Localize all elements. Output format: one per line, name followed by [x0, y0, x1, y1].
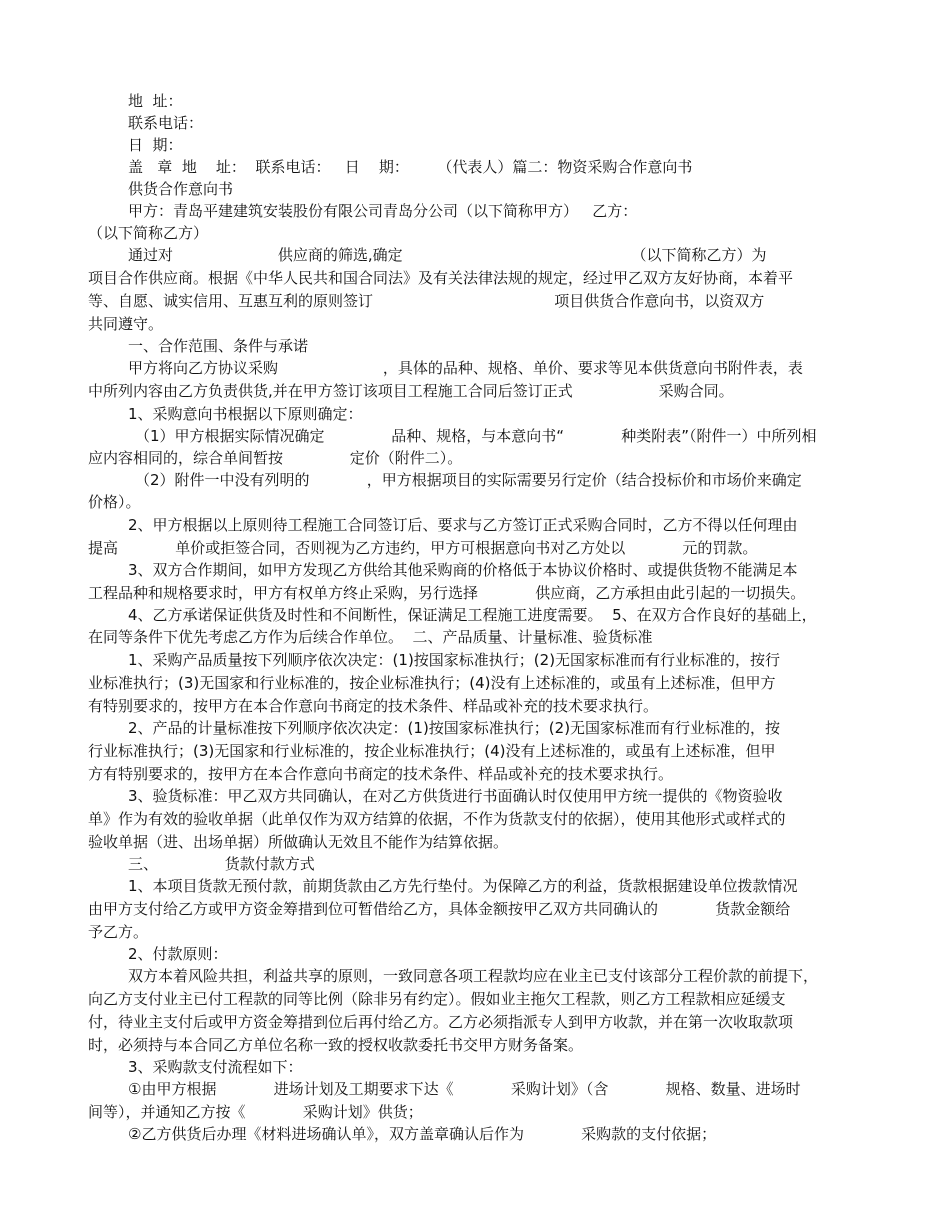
paragraph-line: 验收单据（进、出场单据）所做确认无效且不能作为结算依据。 [88, 833, 509, 851]
phone-line: 联系电话： [128, 114, 204, 132]
section-heading-1: 一、合作范围、条件与承诺 [128, 337, 309, 355]
paragraph-line: 甲方将向乙方协议采购 ，具体的品种、规格、单价、要求等见本供货意向书附件表，表 [128, 359, 803, 377]
paragraph-line: 价格）。 [88, 493, 141, 511]
paragraph-line: 行业标准执行；(3)无国家和行业标准的，按企业标准执行；(4)没有上述标准的，或虽有上述标准，但甲 [88, 742, 776, 760]
paragraph-line: ①由甲方根据 进场计划及工期要求下达《 采购计划》（含 规格、数量、进场时 [128, 1080, 801, 1098]
paragraph-line: 在同等条件下优先考虑乙方作为后续合作单位。 二、产品质量、计量标准、验货标准 [88, 628, 653, 646]
paragraph-line: 1、采购产品质量按下列顺序依次决定：(1)按国家标准执行；(2)无国家标准而有行业标准的，按行 [128, 651, 781, 669]
date-line: 日 期： [128, 136, 183, 154]
paragraph-line: 时，必须持与本合同乙方单位名称一致的授权收款委托书交甲方财务备案。 [88, 1036, 584, 1054]
paragraph-line: 有特别要求的，按甲方在本合作意向书商定的技术条件、样品或补充的技术要求执行。 [88, 697, 659, 715]
paragraph-line: 通过对 供应商的筛选,确定 （以下简称乙方）为 [128, 246, 767, 264]
paragraph-line: 提高 单价或拒签合同，否则视为乙方违约，甲方可根据意向书对乙方处以 元的罚款。 [88, 539, 758, 557]
section-heading-3: 三、 货款付款方式 [128, 855, 315, 873]
paragraph-line: 2、产品的计量标准按下列顺序依次决定：(1)按国家标准执行；(2)无国家标准而有行业标准的，按 [128, 719, 781, 737]
paragraph-line: 2、甲方根据以上原则待工程施工合同签订后、要求与乙方签订正式采购合同时，乙方不得以任何理由 [128, 516, 798, 534]
paragraph-line: 工程品种和规格要求时，甲方有权单方终止采购，另行选择 供应商，乙方承担由此引起的一切损失。 [88, 584, 806, 602]
paragraph-line: 3、双方合作期间，如甲方发现乙方供给其他采购商的价格低于本协议价格时、或提供货物不能满足本 [128, 561, 798, 579]
paragraph-line: 应内容相同的，综合单间暂按 定价（附件二）。 [88, 449, 463, 467]
paragraph-line: 共同遵守。 [88, 315, 164, 333]
paragraph-line: ②乙方供货后办理《材料进场确认单》，双方盖章确认后作为 采购款的支付依据； [128, 1125, 717, 1143]
paragraph-line: 2、付款原则： [128, 945, 228, 963]
party-a-line: 甲方：青岛平建建筑安装股份有限公司青岛分公司（以下简称甲方） 乙方： [128, 202, 638, 220]
paragraph-line: 项目合作供应商。根据《中华人民共和国合同法》及有关法律法规的规定，经过甲乙双方友好协商，本着平 [88, 269, 794, 287]
address-line: 地 址： [128, 92, 183, 110]
seal-line: 盖 章 地 址： 联系电话： 日 期： （代表人）篇二：物资采购合作意向书 [128, 158, 693, 176]
party-b-line: （以下简称乙方） [88, 224, 209, 242]
paragraph-line: 付，待业主支付后或甲方资金筹措到位后再付给乙方。乙方必须指派专人到甲方收款，并在第一次收取款项 [88, 1013, 794, 1031]
paragraph-line: 予乙方。 [88, 923, 149, 941]
paragraph-line: （2）附件一中没有列明的 ，甲方根据项目的实际需要另行定价（结合投标价和市场价来确定 [135, 471, 802, 489]
paragraph-line: 间等），并通知乙方按《 采购计划》供货； [88, 1103, 423, 1121]
paragraph-line: 1、本项目货款无预付款，前期货款由乙方先行垫付。为保障乙方的利益，货款根据建设单位拨款情况 [128, 877, 798, 895]
paragraph-line: 单》作为有效的验收单据（此单仅作为双方结算的依据，不作为货款支付的依据），使用其他形式或样式的 [88, 810, 786, 828]
paragraph-line: 4、乙方承诺保证供货及时性和不间断性，保证满足工程施工进度需要。 5、在双方合作良好的基础上， [128, 606, 817, 624]
paragraph-line: （1）甲方根据实际情况确定 品种、规格，与本意向书“ 种类附表”（附件一）中所列相 [135, 427, 817, 445]
paragraph-line: 方有特别要求的，按甲方在本合作意向书商定的技术条件、样品或补充的技术要求执行。 [88, 765, 674, 783]
paragraph-line: 向乙方支付业主已付工程款的同等比例（除非另有约定）。假如业主拖欠工程款，则乙方工程款相应延缓支 [88, 990, 786, 1008]
paragraph-line: 双方本着风险共担，利益共享的原则，一致同意各项工程款均应在业主已支付该部分工程价款的前提下， [128, 967, 819, 985]
paragraph-line: 业标准执行；(3)无国家和行业标准的，按企业标准执行；(4)没有上述标准的，或虽有上述标准，但甲方 [88, 674, 776, 692]
paragraph-line: 由甲方支付给乙方或甲方资金筹措到位可暂借给乙方，具体金额按甲乙双方共同确认的 货款金额给 [88, 900, 791, 918]
paragraph-line: 3、验货标准：甲乙双方共同确认，在对乙方供货进行书面确认时仅使用甲方统一提供的《物资验收 [128, 787, 783, 805]
paragraph-line: 中所列内容由乙方负责供货,并在甲方签订该项目工程施工合同后签订正式 采购合同。 [88, 382, 734, 400]
paragraph-line: 等、自愿、诚实信用、互惠互利的原则签订 项目供货合作意向书，以资双方 [88, 292, 765, 310]
doc-title: 供货合作意向书 [128, 180, 234, 198]
paragraph-line: 3、采购款支付流程如下： [128, 1058, 303, 1076]
paragraph-line: 1、采购意向书根据以下原则确定： [128, 405, 363, 423]
